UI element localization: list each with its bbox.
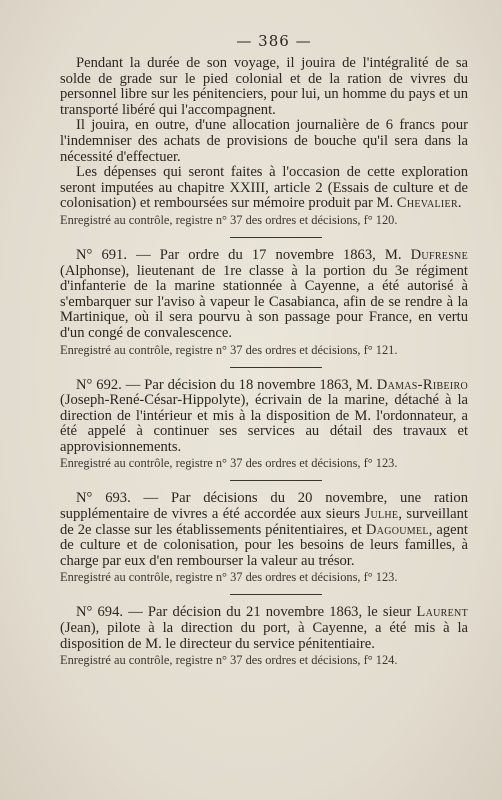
person-name: Julhe — [364, 506, 399, 523]
entry-text — [60, 378, 468, 456]
person-name: Damas-Ribeiro — [376, 376, 468, 393]
entry-head: N° 694. — Par décision du 21 novembre 1863, le sieur — [76, 604, 417, 621]
entry-692 — [60, 378, 468, 472]
register-note: Enregistré au contrôle, registre n° 37 des ordres et décisions, f° 121. — [60, 342, 398, 357]
intro-paragraph-1: Pendant la durée de son voyage, il jouira de l'intégralité de sa solde de grade sur le pied colonial et de la ration de vivres du personnel libre sur les pénitenciers, pour lui, un homme du pays et un transporté libéré qui l'accompagnent. — [60, 55, 468, 118]
entry-694 — [60, 605, 468, 668]
register-note: Enregistré au contrôle, registre n° 37 des ordres et décisions, f° 124. — [60, 653, 398, 668]
separator-rule — [230, 480, 322, 481]
entry-text — [60, 605, 468, 652]
entry-head: N° 691. — Par ordre du 17 novembre 1863, M. — [76, 246, 411, 263]
entry-body: , surveillant de 2e classe sur les établissements pénitentiaires, et — [60, 506, 468, 538]
entry-body: (Alphonse), lieutenant de 1re classe à la portion du 3e régiment d'infanterie de la marine stationnée à Cayenne, a été autorisé à s'embarquer sur l'aviso à vapeur le Casabianca, afin de se rendre à la Martinique, où il sera pourvu à son passage pour France, en vertu d'un congé de convalescence. — [60, 262, 468, 341]
intro-section — [60, 56, 468, 228]
entry-body: , agent de culture et de colonisation, pour les besoins de leurs familles, à charge par eux d'en rembourser la valeur au trésor. — [60, 521, 468, 569]
entry-text — [60, 491, 468, 569]
separator-rule — [230, 367, 322, 368]
separator-rule — [230, 594, 322, 595]
entry-693 — [60, 491, 468, 585]
entry-691 — [60, 248, 468, 358]
page-number: — 386 — — [236, 32, 312, 50]
register-note: Enregistré au contrôle, registre n° 37 des ordres et décisions, f° 123. — [60, 456, 398, 471]
entry-head: N° 692. — Par décision du 18 novembre 1863, M. — [76, 376, 377, 393]
intro-paragraph-2: Il jouira, en outre, d'une allocation journalière de 6 francs pour l'indemniser des achats de provisions de bouche qu'il sera dans la nécessité d'effectuer. — [60, 117, 468, 165]
entry-head: N° 693. — Par décisions du 20 novembre, une ration supplémentaire de vivres a été accordée aux sieurs — [60, 490, 468, 523]
register-note: Enregistré au contrôle, registre n° 37 des ordres et décisions, f° 120. — [60, 212, 398, 227]
person-name: Laurent — [416, 604, 468, 621]
person-name: Dagoumel — [365, 521, 429, 538]
entry-text — [60, 248, 468, 342]
intro-paragraph-3-text: Les dépenses qui seront faites à l'occasion de cette exploration seront imputées au chapitre XXIII, article 2 (Essais de culture et de colonisation) et remboursées sur mémoire produit par M. — [60, 164, 468, 212]
register-note: Enregistré au contrôle, registre n° 37 des ordres et décisions, f° 123. — [60, 570, 398, 585]
entry-body: (Jean), pilote à la direction du port, à Cayenne, a été mis à la disposition de M. le directeur du service pénitentiaire. — [60, 620, 468, 652]
person-name: Dufresne — [410, 246, 468, 263]
separator-rule — [230, 237, 322, 238]
intro-paragraph-3 — [60, 165, 468, 212]
entry-body: (Joseph-René-César-Hippolyte), écrivain de la marine, détaché à la direction de l'intérieur et mis à la disposition de M. l'ordonnateur, a été appelé à continuer ses services au détail des travaux et approvisionnements. — [60, 392, 468, 455]
person-name: Chevalier. — [396, 195, 462, 212]
